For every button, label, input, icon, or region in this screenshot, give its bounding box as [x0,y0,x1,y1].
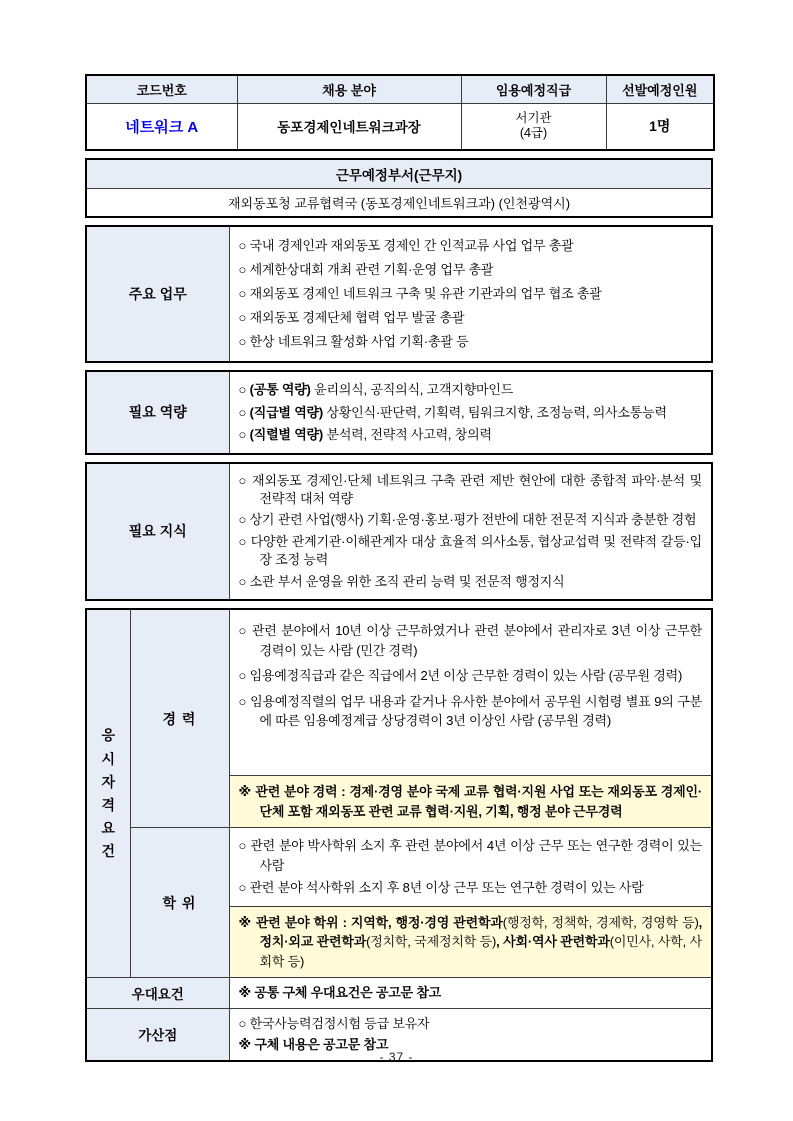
bullet-icon: ○ [238,472,248,488]
knowledge-item [239,511,703,529]
career-label: 경 력 [130,609,229,828]
duty-text: 세계한상대회 개최 관련 기획·운영 업무 총괄 [249,262,494,277]
required-knowledge-content [229,463,712,601]
planned-count-value: 1명 [606,104,714,150]
vertical-label-char: 건 [101,842,116,859]
knowledge-item [239,533,703,570]
career-text: 관련 분야에서 10년 이상 근무하였거나 관련 분야에서 관리자로 3년 이상 근무한 경력이 있는 사람 (민간 경력) [251,623,702,658]
preferred-label: 우대요건 [86,978,229,1009]
knowledge-text: 소관 부서 운영을 위한 조직 관리 능력 및 전문적 행정지식 [249,573,565,589]
career-note-highlight [230,775,712,827]
degree-text: 관련 분야 박사학위 소지 후 관련 분야에서 4년 이상 근무 또는 연구한 경력이 있는 사람 [250,838,703,873]
bullet-icon: ○ [238,334,247,349]
col-header-recruit-field: 채용 분야 [237,75,461,104]
career-item [239,692,703,731]
col-header-planned-count: 선발예정인원 [606,75,714,104]
knowledge-item [239,472,703,509]
degree-item [239,878,703,898]
duty-text: 재외동포 경제단체 협력 업무 발굴 총괄 [249,310,465,325]
competency-item [239,425,703,445]
degree-note-seg: (이민사, 사학, 사회학 등) [259,934,702,969]
degree-content [229,828,712,978]
career-text: 임용예정직급과 같은 직급에서 2년 이상 근무한 경력이 있는 사람 (공무원 경력) [249,668,683,684]
duty-text: 한상 네트워크 활성화 사업 기획·총괄 등 [249,334,469,349]
main-duties-content [229,226,712,363]
degree-note-seg-bold: , 정치·외교 관련학과 [259,914,702,950]
code-number-value: 네트워크 A [86,104,237,150]
preferred-content [229,978,712,1009]
bonus-note-text: 구체 내용은 공고문 참고 [254,1037,389,1053]
bullet-icon: ○ [238,533,247,549]
duty-item [239,236,703,256]
competency-text: 분석력, 전략적 사고력, 창의력 [326,427,492,442]
career-note [239,782,703,821]
competency-category: (직렬별 역량) [249,427,324,442]
competency-text: 상황인식·판단력, 기획력, 팀워크지향, 조정능력, 의사소통능력 [326,404,667,420]
degree-note-seg: (행정학, 정책학, 경제학, 경영학 등) [502,914,699,930]
bullet-icon: ○ [238,404,247,420]
required-knowledge-label: 필요 지식 [86,463,229,601]
preferred-note [239,983,703,1003]
degree-item [239,836,703,875]
vertical-label-char: 자 [101,773,116,790]
bullet-icon: ○ [238,427,247,442]
recruit-field-value: 동포경제인네트워크과장 [237,104,461,150]
vertical-label-char: 시 [101,750,116,767]
position-header-table [85,74,715,151]
knowledge-text: 재외동포 경제인·단체 네트워크 구축 관련 제반 현안에 대한 종합적 파악·분석 및 전략적 대처 역량 [252,472,702,506]
required-competency-label: 필요 역량 [86,371,229,454]
bullet-icon: ○ [238,512,247,528]
grade-line2: (4급) [519,126,548,141]
duty-text: 재외동포 경제인 네트워크 구축 및 유관 기관과의 업무 협조 총괄 [249,286,602,301]
career-content [229,609,712,828]
bonus-item-text: 한국사능력검정시험 등급 보유자 [249,1015,430,1031]
page-number: - 37 - [379,1050,414,1064]
grade-line1: 서기관 [515,110,552,125]
degree-note-seg-bold: , 사회·역사 관련학과 [496,934,610,950]
degree-row [86,828,712,978]
competency-text: 윤리의식, 공직의식, 고객지향마인드 [314,382,514,397]
competency-item [239,380,703,400]
duty-item [239,332,703,352]
vertical-label-char: 요 [101,819,116,836]
bonus-item [239,1014,703,1034]
competency-item [239,403,703,423]
duty-item [239,260,703,280]
degree-text: 관련 분야 석사학위 소지 후 8년 이상 근무 또는 연구한 경력이 있는 사람 [249,880,644,896]
vertical-label-char: 격 [101,796,116,813]
career-row [86,609,712,828]
work-dept-title-row [86,159,712,189]
degree-note-seg-bold: 관련 분야 학위 : 지역학, 행정·경영 관련학과 [255,914,503,930]
career-item [239,621,703,660]
bonus-label: 가산점 [86,1008,229,1061]
qualification-table [85,608,713,1062]
career-text: 임용예정직렬의 업무 내용과 같거나 유사한 분야에서 공무원 시험령 별표 9의 구분에 따른 임용예정계급 상당경력이 3년 이상인 사람 (공무원 경력) [250,693,702,729]
duty-text: 국내 경제인과 재외동포 경제인 간 인적교류 사업 업무 총괄 [249,238,574,253]
work-dept-value-row [86,188,712,217]
bullet-icon: ○ [238,310,247,325]
main-duties-label: 주요 업무 [86,226,229,363]
required-knowledge-table [85,462,713,602]
bullet-icon: ○ [238,623,248,639]
work-dept-title: 근무예정부서(근무지) [86,159,712,189]
bullet-icon: ○ [238,573,247,589]
knowledge-text: 다양한 관계기관·이해관계자 대상 효율적 의사소통, 협상교섭력 및 전략적 갈등·입장 조정 능력 [250,533,702,568]
reference-mark-icon: ※ [238,1037,251,1053]
header-row [86,75,714,104]
bullet-icon: ○ [238,693,247,709]
degree-note-seg: (정치학, 국제정치학 등) [366,934,497,950]
preferred-row [86,978,712,1009]
duty-item [239,284,703,304]
required-competency-content [229,371,712,454]
reference-mark-icon: ※ [238,784,252,800]
vertical-label-char: 응 [101,727,116,744]
duty-item [239,308,703,328]
competency-category: (직급별 역량) [249,404,324,420]
bullet-icon: ○ [238,880,247,896]
career-item [239,666,703,686]
main-duties-table [85,225,713,364]
preferred-note-text: 공통 구체 우대요건은 공고문 참고 [254,985,442,1001]
bullet-icon: ○ [238,1015,247,1031]
work-department-table [85,158,713,218]
bullet-icon: ○ [238,382,247,397]
bullet-icon: ○ [238,262,247,277]
reference-mark-icon: ※ [238,914,252,930]
reference-mark-icon: ※ [238,985,251,1001]
col-header-code-number: 코드번호 [86,75,237,104]
required-competency-table [85,370,713,455]
degree-label: 학 위 [130,828,229,978]
qualification-vertical-label [86,609,130,978]
knowledge-text: 상기 관련 사업(행사) 기획·운영·홍보·평가 전반에 대한 전문적 지식과 충분한 경험 [249,512,697,528]
expected-grade-value [461,104,606,150]
knowledge-item [239,573,703,591]
degree-note-highlight [230,906,712,978]
career-items [230,610,712,775]
bullet-icon: ○ [238,286,247,301]
document-body [85,74,713,1062]
work-dept-value: 재외동포청 교류협력국 (동포경제인네트워크과) (인천광역시) [86,188,712,217]
position-row [86,104,714,150]
degree-note [239,913,703,972]
career-note-text: 관련 분야 경력 : 경제·경영 분야 국제 교류 협력·지원 사업 또는 재외동포 경제인·단체 포함 재외동포 관련 교류 협력·지원, 기획, 행정 분야 근무경력 [255,784,702,819]
competency-category: (공통 역량) [249,382,311,397]
bullet-icon: ○ [238,668,247,684]
degree-items [230,828,712,906]
bullet-icon: ○ [238,838,247,854]
bullet-icon: ○ [238,238,247,253]
col-header-expected-grade: 임용예정직급 [461,75,606,104]
